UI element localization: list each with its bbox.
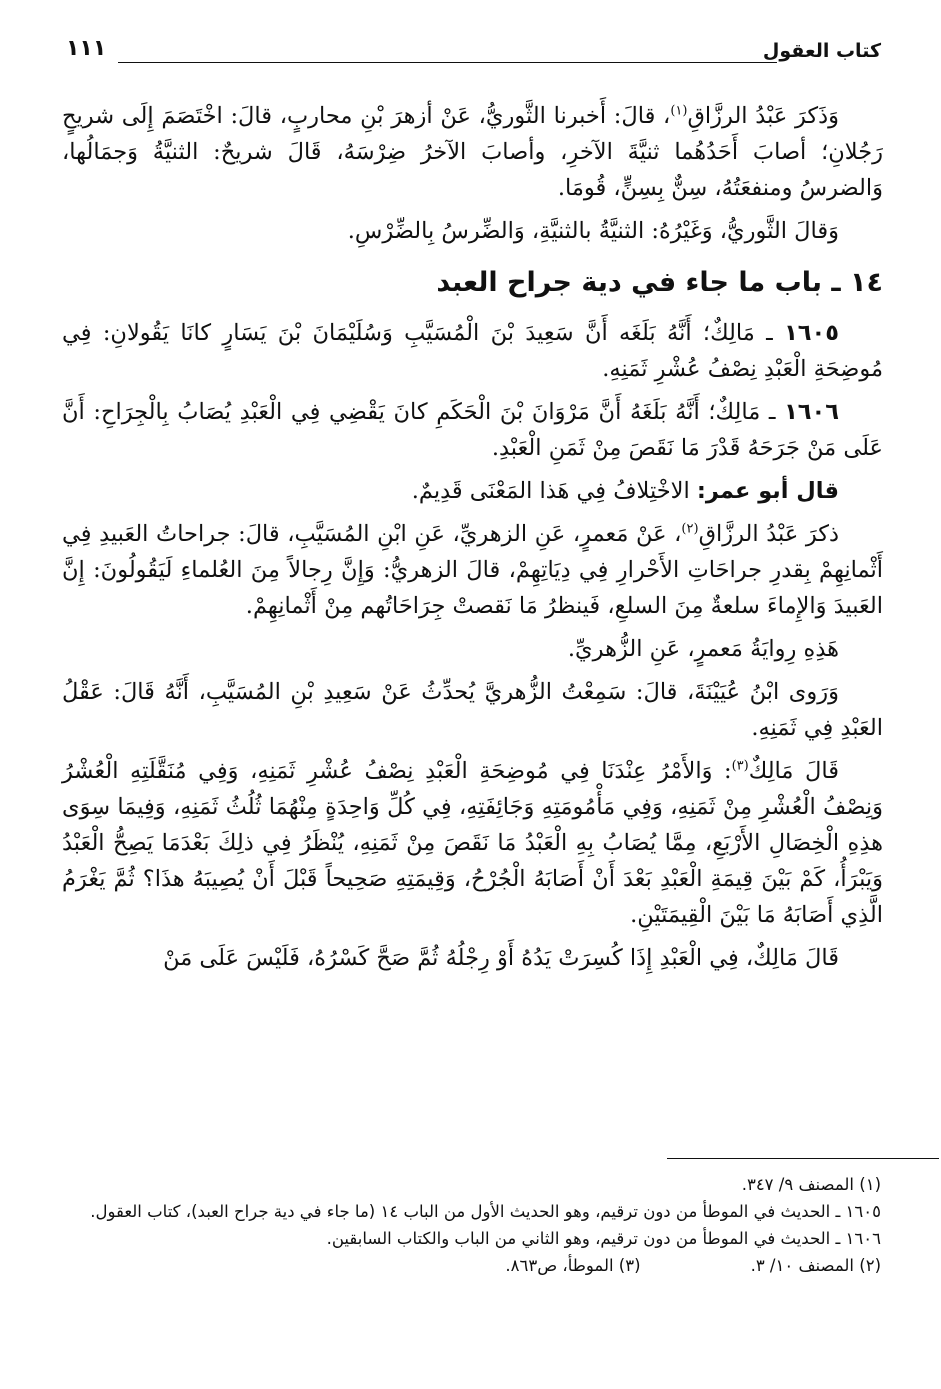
book-title: كتاب العقول xyxy=(762,40,881,62)
hadith-1606 xyxy=(62,394,883,466)
paragraph-7: قَالَ مَالِكٌ، فِي الْعَبْدِ إِذَا كُسِرَتْ يَدُهُ أَوْ رِجْلُهُ ثُمَّ صَحَّ كَسْرُهُ، فَلَيْسَ عَلَى مَنْ xyxy=(163,945,839,971)
text-span: ، عَنْ مَعمرٍ، عَنِ الزهريِّ، عَنِ ابْنِ المُسَيَّبِ، قالَ: جراحاتُ العَبيدِ فِي أَثْمانِهِمْ بِقدرِ جراحَاتِ الأَحْرارِ فِي دِيَاتِهِمْ، قالَ الزهريُّ: وَإِنَّ رِجالاً مِنَ العُلماءِ لَيَقُولُونَ: إِنَّ العَبيدَ وَالإِماءَ سلعةٌ مِنَ السلعِ، فَينظرُ مَا نَقصتْ جِرَاحَاتُهم مِنْ أَثْمانِهِمْ. xyxy=(62,521,883,619)
page-number: ١١١ xyxy=(66,36,107,61)
main-text xyxy=(62,98,883,976)
paragraph-6 xyxy=(62,753,883,933)
paragraph-1 xyxy=(62,98,883,206)
hadith-number: ١٦٠٥ xyxy=(784,320,839,346)
footnote-ref-1: (١) xyxy=(670,103,688,119)
paragraph-3 xyxy=(62,516,883,624)
text-span: الاخْتِلافُ فِي هَذا المَعْنَى قَدِيمٌ. xyxy=(411,478,697,504)
hadith-1605 xyxy=(62,315,883,387)
section-heading: ١٤ ـ باب ما جاء في دية جراح العبد xyxy=(436,267,883,298)
text-span: : وَالأَمْرُ عِنْدَنَا فِي مُوضِحَةِ الْعَبْدِ نِصْفُ عُشْرِ ثَمَنِهِ، وَفِي مُنَقَّلَتِهِ الْعُشْرُ وَنِصْفُ الْعُشْرِ مِنْ ثَمَنِهِ، وَفِي مَأْمُومَتِهِ وَجَائِفَتِهِ، فِي كُلِّ وَاحِدَةٍ مِنْهُمَا ثُلُثُ ثَمَنِهِ، وَفِيمَا سِوَى هذِهِ الْخِصَالِ الأَرْبَعِ، مِمَّا يُصَابُ بِهِ الْعَبْدُ مَا نَقَصَ مِنْ ثَمَنِهِ، يُنْظَرُ فِي ذلِكَ بَعْدَمَا يَصِحُّ الْعَبْدُ وَيَبْرَأُ، كَمْ بَيْنَ قِيمَةِ الْعَبْدِ بَعْدَ أَنْ أَصَابَهُ الْجُرْحُ، وَقِيمَتِهِ صَحِيحاً قَبْلَ أَنْ يُصِيبَهُ هذَا؟ ثُمَّ يَغْرَمُ الَّذِي أَصَابَهُ مَا بَيْنَ الْقِيمَتَيْنِ. xyxy=(62,758,883,928)
book-page xyxy=(62,26,883,1369)
paragraph-5: وَرَوى ابْنُ عُيَيْنَةَ، قالَ: سَمِعْتُ الزُّهريَّ يُحدِّثُ عَنْ سَعِيدِ بْنِ المُسَيَّبِ، أَنَّهُ قَالَ: عَقْلُ العَبْدِ فِي ثَمَنِهِ. xyxy=(62,679,883,741)
footnote-2: (٢) المصنف ١٠/ ٣. xyxy=(750,1256,881,1275)
footnote-1: (١) المصنف ٩/ ٣٤٧. xyxy=(741,1175,881,1194)
header-rule xyxy=(118,62,777,63)
text-span: ، قالَ: أَخبرنا الثَّوريُّ، عَنْ أزهرَ بْنِ محاربٍ، قالَ: اخْتَصَمَ إِلَى شريحٍ رَجُلانِ؛ أصابَ أَحَدُهُما ثنيَّةَ الآخرِ، وأصابَ الآخرُ ضِرْسَهُ، قَالَ شريحٌ: الثنيَّةُ وَجمَالُها، وَالضرسُ ومنفعَتُهُ، سِنٌّ بِسِنٍّ، قُومَا. xyxy=(62,103,883,201)
footnote-pair xyxy=(64,1253,881,1279)
running-header xyxy=(62,26,883,70)
paragraph-4: هَذِهِ رِوايَةُ مَعمرٍ، عَنِ الزُّهريِّ. xyxy=(567,636,839,662)
text-span: ذكرَ عَبْدُ الرزَّاقِ xyxy=(698,521,839,547)
hadith-number: ١٦٠٦ xyxy=(784,399,839,425)
footnote-rule xyxy=(667,1158,939,1159)
text-span: قَالَ مَالِكٌ xyxy=(748,758,839,784)
footnote-3: (٣) الموطأ، ص٨٦٣. xyxy=(505,1256,641,1275)
hadith-text: ـ مَالِكٌ؛ أَنَّهُ بَلَغَهُ أَنَّ مَرْوَانَ بْنَ الْحَكَمِ كانَ يَقْضِي فِي الْعَبْدِ يُصَابُ بِالْجِرَاحِ: أَنَّ عَلَى مَنْ جَرَحَهُ قَدْرَ مَا نَقَصَ مِنْ ثَمَنِ الْعَبْدِ. xyxy=(62,399,883,461)
abu-omar-paragraph xyxy=(62,473,883,509)
footnote-ref-2: (٢) xyxy=(681,521,699,537)
paragraph-2: وَقالَ الثَّوريُّ، وَغَيْرُهُ: الثنيَّةُ بالثنيَّةِ، وَالضِّرسُ بِالضِّرْسِ. xyxy=(347,218,839,244)
footnote-1605: ١٦٠٥ ـ الحديث في الموطأ من دون ترقيم، وهو الحديث الأول من الباب ١٤ (ما جاء في دية جراح العبد)، كتاب العقول. xyxy=(90,1202,881,1221)
footnote-1606: ١٦٠٦ ـ الحديث في الموطأ من دون ترقيم، وهو الثاني من الباب والكتاب السابقين. xyxy=(326,1229,881,1248)
hadith-text: ـ مَالِكٌ؛ أَنَّهُ بَلَغَه أَنَّ سَعِيدَ بْنَ الْمُسَيَّبِ وَسُلَيْمَانَ بْنَ يَسَارٍ كانَا يَقُولانِ: فِي مُوضِحَةِ الْعَبْدِ نِصْفُ عُشْرِ ثَمَنِهِ. xyxy=(62,320,883,382)
abu-omar-lead: قال أبو عمر: xyxy=(696,478,839,504)
footnote-ref-3: (٣) xyxy=(731,758,749,774)
text-span: وَذَكرَ عَبْدُ الرزَّاقِ xyxy=(687,103,840,129)
footnotes xyxy=(64,1172,881,1279)
